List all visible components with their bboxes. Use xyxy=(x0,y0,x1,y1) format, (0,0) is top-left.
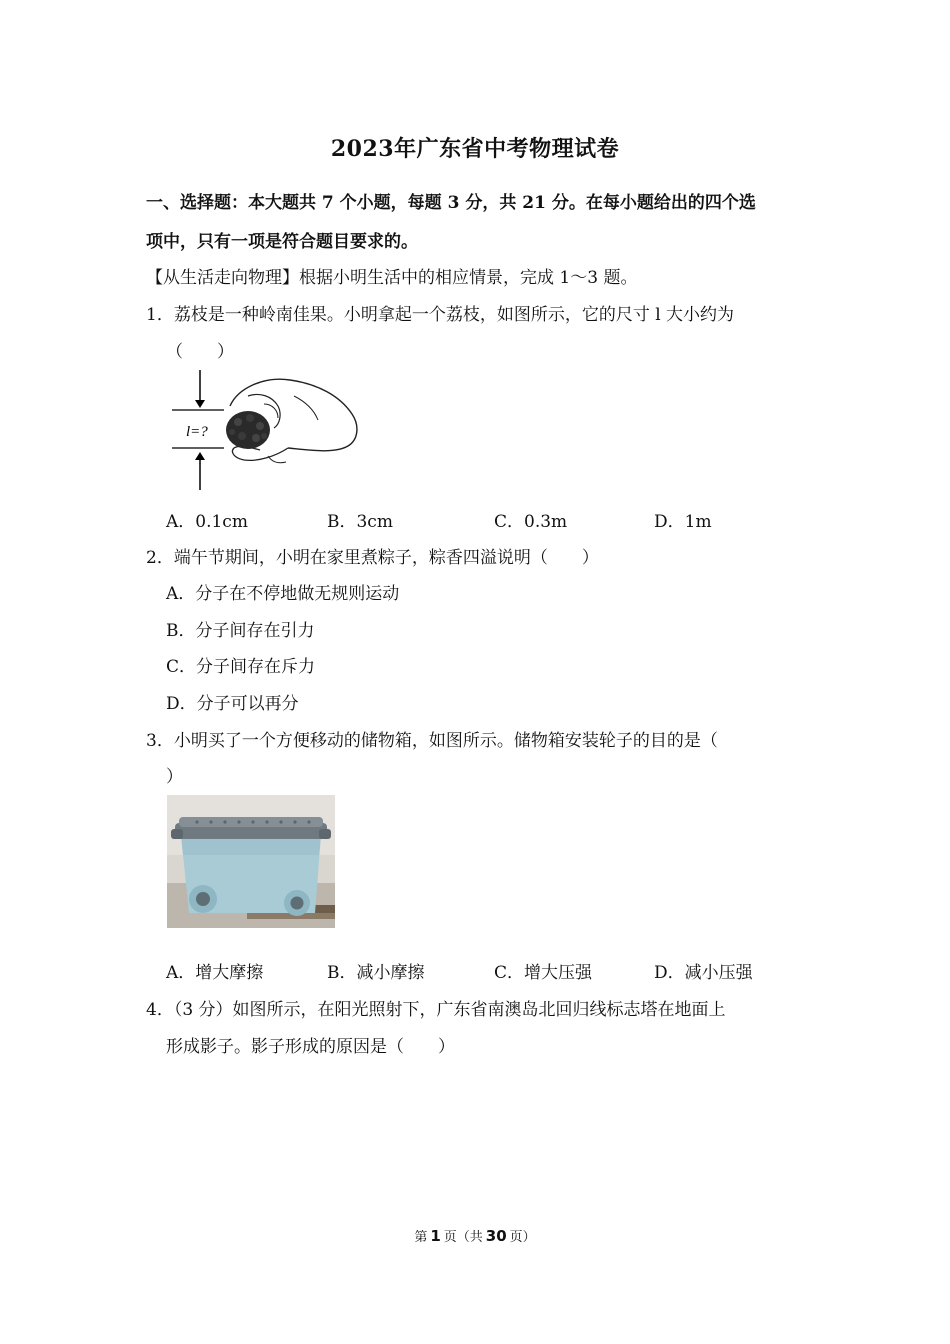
q2-option-b[interactable]: B．分子间存在引力 xyxy=(166,621,315,641)
q3-option-d[interactable]: D．减小压强 xyxy=(654,963,753,983)
footer-prefix: 第 xyxy=(414,1230,428,1245)
footer-middle: 页（共 xyxy=(443,1230,483,1245)
q2-option-a[interactable]: A．分子在不停地做无规则运动 xyxy=(166,584,400,604)
q2-option-c[interactable]: C．分子间存在斥力 xyxy=(166,657,316,677)
q1-stem-line2: （ ） xyxy=(166,342,234,362)
footer-page-number: 1 xyxy=(430,1227,441,1245)
q4-stem-line2: 形成影子。影子形成的原因是（ ） xyxy=(166,1037,455,1057)
q3-option-c[interactable]: C．增大压强 xyxy=(494,963,593,983)
q4-stem-line1: 4．（3 分）如图所示，在阳光照射下，广东省南澳岛北回归线标志塔在地面上 xyxy=(146,1000,726,1020)
q2-option-d[interactable]: D．分子可以再分 xyxy=(166,694,299,714)
q3-option-b[interactable]: B．减小摩擦 xyxy=(327,963,425,983)
q1-option-d[interactable]: D．1m xyxy=(654,512,712,532)
q1-stem-line1: 1．荔枝是一种岭南佳果。小明拿起一个荔枝，如图所示，它的尺寸 l 大小约为 xyxy=(146,305,735,325)
section-heading-line2: 项中，只有一项是符合题目要求的。 xyxy=(146,232,418,252)
q3-storage-box-photo xyxy=(167,795,335,928)
section-heading-line1: 一、选择题：本大题共 7 个小题，每题 3 分，共 21 分。在每小题给出的四个选 xyxy=(146,193,756,213)
footer-suffix: 页） xyxy=(509,1230,536,1245)
q3-stem-line2: ） xyxy=(166,767,183,787)
q2-stem: 2．端午节期间，小明在家里煮粽子，粽香四溢说明（ ） xyxy=(146,548,599,568)
q1-option-a[interactable]: A．0.1cm xyxy=(166,512,248,532)
q1-option-b[interactable]: B．3cm xyxy=(327,512,393,532)
page-title: 2023年广东省中考物理试卷 xyxy=(330,136,620,162)
q3-option-a[interactable]: A．增大摩擦 xyxy=(166,963,264,983)
q1-lychee-figure xyxy=(168,366,364,492)
page-footer xyxy=(0,1226,950,1245)
intro-text: 【从生活走向物理】根据小明生活中的相应情景，完成 1～3 题。 xyxy=(146,268,638,288)
q3-stem-line1: 3．小明买了一个方便移动的储物箱，如图所示。储物箱安装轮子的目的是（ xyxy=(146,731,718,751)
q1-figure-label: l=? xyxy=(186,424,208,440)
footer-total-pages: 30 xyxy=(485,1227,507,1245)
q1-option-c[interactable]: C．0.3m xyxy=(494,512,568,532)
